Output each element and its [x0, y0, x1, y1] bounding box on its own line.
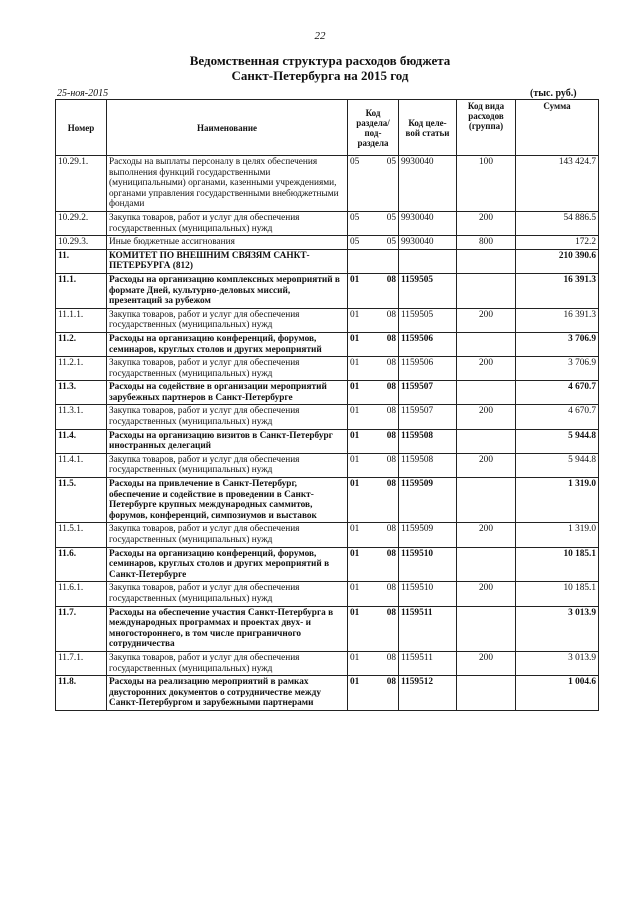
table-row: [56, 156, 599, 212]
cell-section: 05: [348, 236, 376, 250]
cell-kind: 200: [457, 651, 516, 675]
cell-number: 11.2.: [56, 332, 107, 356]
cell-article: 1159506: [399, 332, 457, 356]
cell-name: Расходы на организацию конференций, форумов, семинаров, круглых столов и других мероприятий в Санкт-Петербурге: [107, 547, 348, 582]
cell-name: Закупка товаров, работ и услуг для обеспечения государственных (муниципальных) нужд: [107, 357, 348, 381]
cell-section: 01: [348, 478, 376, 523]
cell-subsection: 08: [376, 381, 399, 405]
cell-kind: [457, 429, 516, 453]
cell-subsection: 08: [376, 547, 399, 582]
cell-section: 01: [348, 429, 376, 453]
cell-article: 1159510: [399, 547, 457, 582]
cell-section: 05: [348, 211, 376, 235]
cell-sum: 1 319.0: [516, 478, 599, 523]
page-number: 22: [314, 30, 326, 42]
header-name: Наименование: [107, 100, 348, 156]
cell-kind: [457, 332, 516, 356]
header-section: Код раздела/ под- раздела: [348, 100, 399, 156]
cell-article: 1159505: [399, 308, 457, 332]
cell-section: 01: [348, 582, 376, 606]
cell-kind: 200: [457, 523, 516, 547]
cell-name: Расходы на выплаты персоналу в целях обеспечения выполнения функций государственными (муниципальными) органами, казенными учреждениями, органами управления государственными внебюджетными фондами: [107, 156, 348, 212]
cell-sum: 5 944.8: [516, 429, 599, 453]
cell-article: 1159512: [399, 676, 457, 711]
cell-section: 01: [348, 405, 376, 429]
cell-section: 01: [348, 332, 376, 356]
cell-kind: [457, 547, 516, 582]
table-row: [56, 478, 599, 523]
cell-article: 9930040: [399, 236, 457, 250]
table-row: [56, 606, 599, 651]
cell-sum: 54 886.5: [516, 211, 599, 235]
cell-sum: 10 185.1: [516, 582, 599, 606]
cell-name: Закупка товаров, работ и услуг для обеспечения государственных (муниципальных) нужд: [107, 453, 348, 477]
cell-subsection: 05: [376, 211, 399, 235]
cell-number: 11.6.1.: [56, 582, 107, 606]
cell-article: 1159510: [399, 582, 457, 606]
cell-subsection: 08: [376, 429, 399, 453]
cell-section: 01: [348, 606, 376, 651]
table-row: [56, 211, 599, 235]
cell-number: 10.29.1.: [56, 156, 107, 212]
cell-name: Расходы на организацию комплексных мероприятий в формате Дней, культурно-деловых миссий, презентаций за рубежом: [107, 273, 348, 308]
cell-kind: 100: [457, 156, 516, 212]
cell-number: 11.5.: [56, 478, 107, 523]
cell-number: 11.2.1.: [56, 357, 107, 381]
cell-name: Расходы на обеспечение участия Санкт-Петербурга в международных программах и проектах двух- и многостороннего, в том числе приграничного сотрудничества: [107, 606, 348, 651]
cell-subsection: 05: [376, 156, 399, 212]
cell-kind: 200: [457, 405, 516, 429]
cell-section: 01: [348, 308, 376, 332]
cell-subsection: 08: [376, 453, 399, 477]
cell-name: Расходы на содействие в организации мероприятий зарубежных партнеров в Санкт-Петербурге: [107, 381, 348, 405]
cell-kind: [457, 478, 516, 523]
cell-subsection: 08: [376, 308, 399, 332]
cell-sum: 10 185.1: [516, 547, 599, 582]
table-header-row: [56, 100, 599, 156]
cell-name: Расходы на организацию конференций, форумов, семинаров, круглых столов и других мероприятий: [107, 332, 348, 356]
cell-kind: 200: [457, 582, 516, 606]
budget-table: [55, 99, 599, 711]
cell-article: [399, 249, 457, 273]
cell-section: 01: [348, 523, 376, 547]
cell-sum: 3 706.9: [516, 357, 599, 381]
cell-article: 1159511: [399, 651, 457, 675]
header-kind: Код вида расходов (группа): [457, 100, 516, 156]
cell-article: 9930040: [399, 211, 457, 235]
cell-article: 9930040: [399, 156, 457, 212]
cell-subsection: 08: [376, 273, 399, 308]
cell-subsection: 08: [376, 478, 399, 523]
cell-kind: 800: [457, 236, 516, 250]
cell-subsection: 08: [376, 606, 399, 651]
cell-article: 1159507: [399, 381, 457, 405]
cell-number: 11.1.: [56, 273, 107, 308]
cell-kind: 200: [457, 357, 516, 381]
table-row: [56, 332, 599, 356]
cell-article: 1159507: [399, 405, 457, 429]
table-row: [56, 453, 599, 477]
cell-number: 10.29.2.: [56, 211, 107, 235]
table-row: [56, 523, 599, 547]
title-line-1: Ведомственная структура расходов бюджета: [189, 53, 451, 68]
document-title: [0, 53, 640, 83]
cell-number: 11.5.1.: [56, 523, 107, 547]
cell-number: 11.: [56, 249, 107, 273]
cell-name: Закупка товаров, работ и услуг для обеспечения государственных (муниципальных) нужд: [107, 405, 348, 429]
cell-section: 01: [348, 547, 376, 582]
cell-sum: 3 706.9: [516, 332, 599, 356]
cell-kind: 200: [457, 211, 516, 235]
cell-section: 05: [348, 156, 376, 212]
cell-name: Расходы на организацию визитов в Санкт-Петербург иностранных делегаций: [107, 429, 348, 453]
header-article: Код целе- вой статьи: [399, 100, 457, 156]
cell-name: Закупка товаров, работ и услуг для обеспечения государственных (муниципальных) нужд: [107, 582, 348, 606]
cell-section: 01: [348, 273, 376, 308]
cell-subsection: 08: [376, 582, 399, 606]
cell-subsection: [376, 249, 399, 273]
cell-subsection: 08: [376, 332, 399, 356]
cell-number: 11.7.1.: [56, 651, 107, 675]
header-sum: Сумма: [516, 100, 599, 156]
cell-sum: 16 391.3: [516, 273, 599, 308]
document-date: 25-ноя-2015: [57, 88, 109, 99]
table-row: [56, 676, 599, 711]
cell-subsection: 08: [376, 357, 399, 381]
cell-article: 1159506: [399, 357, 457, 381]
cell-sum: 4 670.7: [516, 405, 599, 429]
cell-kind: [457, 249, 516, 273]
table-body: [56, 156, 599, 711]
cell-section: 01: [348, 357, 376, 381]
cell-name: Закупка товаров, работ и услуг для обеспечения государственных (муниципальных) нужд: [107, 211, 348, 235]
cell-sum: 1 004.6: [516, 676, 599, 711]
table-row: [56, 582, 599, 606]
cell-kind: [457, 273, 516, 308]
header-number: Номер: [56, 100, 107, 156]
cell-name: Закупка товаров, работ и услуг для обеспечения государственных (муниципальных) нужд: [107, 308, 348, 332]
cell-section: [348, 249, 376, 273]
cell-article: 1159511: [399, 606, 457, 651]
cell-sum: 143 424.7: [516, 156, 599, 212]
cell-sum: 4 670.7: [516, 381, 599, 405]
cell-article: 1159509: [399, 523, 457, 547]
cell-section: 01: [348, 651, 376, 675]
cell-sum: 5 944.8: [516, 453, 599, 477]
cell-number: 11.4.: [56, 429, 107, 453]
table-row: [56, 273, 599, 308]
cell-subsection: 05: [376, 236, 399, 250]
cell-kind: [457, 676, 516, 711]
cell-section: 01: [348, 381, 376, 405]
cell-name: Иные бюджетные ассигнования: [107, 236, 348, 250]
cell-number: 11.6.: [56, 547, 107, 582]
cell-section: 01: [348, 453, 376, 477]
cell-name: Закупка товаров, работ и услуг для обеспечения государственных (муниципальных) нужд: [107, 651, 348, 675]
cell-name: КОМИТЕТ ПО ВНЕШНИМ СВЯЗЯМ САНКТ-ПЕТЕРБУРГА (812): [107, 249, 348, 273]
cell-subsection: 08: [376, 651, 399, 675]
table-row: [56, 405, 599, 429]
cell-kind: 200: [457, 308, 516, 332]
cell-article: 1159508: [399, 429, 457, 453]
cell-sum: 210 390.6: [516, 249, 599, 273]
cell-section: 01: [348, 676, 376, 711]
cell-article: 1159505: [399, 273, 457, 308]
table-row: [56, 236, 599, 250]
cell-article: 1159509: [399, 478, 457, 523]
table-row: [56, 651, 599, 675]
cell-number: 10.29.3.: [56, 236, 107, 250]
table-row: [56, 308, 599, 332]
cell-name: Расходы на реализацию мероприятий в рамках двусторонних документов о сотрудничестве между Санкт-Петербургом и зарубежными партнерами: [107, 676, 348, 711]
title-line-2: Санкт-Петербурга на 2015 год: [231, 68, 409, 83]
units-label: (тыс. руб.): [530, 88, 577, 99]
table-row: [56, 381, 599, 405]
cell-kind: 200: [457, 453, 516, 477]
cell-number: 11.3.: [56, 381, 107, 405]
cell-kind: [457, 606, 516, 651]
cell-subsection: 08: [376, 405, 399, 429]
cell-number: 11.7.: [56, 606, 107, 651]
cell-sum: 172.2: [516, 236, 599, 250]
cell-sum: 3 013.9: [516, 651, 599, 675]
cell-number: 11.1.1.: [56, 308, 107, 332]
table-row: [56, 547, 599, 582]
cell-number: 11.3.1.: [56, 405, 107, 429]
cell-name: Расходы на привлечение в Санкт-Петербург, обеспечение и содействие в проведении в Санкт-Петербурге крупных международных саммитов, форумов, конференций, симпозиумов и выставок: [107, 478, 348, 523]
cell-subsection: 08: [376, 676, 399, 711]
cell-sum: 1 319.0: [516, 523, 599, 547]
table-row: [56, 249, 599, 273]
cell-sum: 3 013.9: [516, 606, 599, 651]
cell-name: Закупка товаров, работ и услуг для обеспечения государственных (муниципальных) нужд: [107, 523, 348, 547]
cell-kind: [457, 381, 516, 405]
table-row: [56, 429, 599, 453]
table-row: [56, 357, 599, 381]
cell-article: 1159508: [399, 453, 457, 477]
cell-sum: 16 391.3: [516, 308, 599, 332]
cell-number: 11.4.1.: [56, 453, 107, 477]
cell-number: 11.8.: [56, 676, 107, 711]
cell-subsection: 08: [376, 523, 399, 547]
